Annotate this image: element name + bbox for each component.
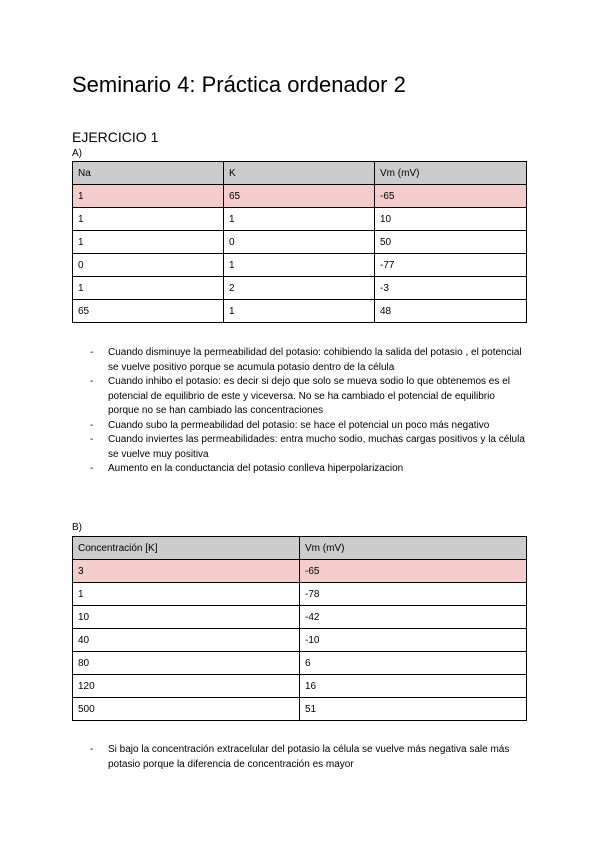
cell: 1 — [73, 277, 224, 300]
cell: 40 — [73, 629, 300, 652]
cell: 48 — [375, 300, 527, 323]
table-row — [73, 185, 527, 208]
cell: -77 — [375, 254, 527, 277]
header-k: K — [224, 162, 375, 185]
list-item: - Aumento en la conductancia del potasio conlleva hiperpolarizacion — [88, 462, 528, 477]
cell: 51 — [300, 698, 527, 721]
table-row — [73, 277, 527, 300]
table-row — [73, 254, 527, 277]
cell: 1 — [73, 208, 224, 231]
table-row — [73, 698, 527, 721]
list-item: - Cuando inviertes las permeabilidades: entra mucho sodio, muchas cargas positivos y la célula se vuelve muy positiva — [88, 433, 528, 462]
cell: 1 — [73, 231, 224, 254]
list-item: - Si bajo la concentración extracelular del potasio la célula se vuelve más negativa sale más potasio porque la diferencia de concentración es mayor — [88, 743, 528, 772]
table-a-header-row — [73, 162, 527, 185]
list-item: - Cuando disminuye la permeabilidad del potasio: cohibiendo la salida del potasio , el potencial se vuelve positivo porque se acumula potasio dentro de la célula — [88, 346, 528, 375]
cell: -65 — [300, 560, 527, 583]
cell: -3 — [375, 277, 527, 300]
cell: 50 — [375, 231, 527, 254]
cell: -65 — [375, 185, 527, 208]
table-a — [72, 161, 527, 323]
part-a-notes — [88, 346, 528, 477]
part-b-label: B) — [72, 522, 82, 533]
list-item: - Cuando subo la permeabilidad del potasio: se hace el potencial un poco más negativo — [88, 419, 528, 434]
list-item: - Cuando inhibo el potasio: es decir si dejo que solo se mueva sodio lo que obtenemos es el potencial de equilibrio de este y viceversa. No se ha cambiado el potencial de equilibrio porque no se han cambiado las concentraciones — [88, 375, 528, 419]
table-row — [73, 652, 527, 675]
cell: 65 — [224, 185, 375, 208]
table-row — [73, 208, 527, 231]
cell: 1 — [224, 300, 375, 323]
cell: 65 — [73, 300, 224, 323]
cell: 1 — [73, 583, 300, 606]
cell: 1 — [224, 254, 375, 277]
header-na: Na — [73, 162, 224, 185]
table-row — [73, 629, 527, 652]
exercise-heading: EJERCICIO 1 — [72, 129, 159, 145]
table-b-header-row — [73, 537, 527, 560]
cell: 0 — [73, 254, 224, 277]
header-vm: Vm (mV) — [300, 537, 527, 560]
cell: 10 — [375, 208, 527, 231]
cell: -78 — [300, 583, 527, 606]
table-row — [73, 675, 527, 698]
table-row — [73, 583, 527, 606]
table-row — [73, 560, 527, 583]
table-row — [73, 300, 527, 323]
table-row — [73, 231, 527, 254]
cell: 120 — [73, 675, 300, 698]
cell: 3 — [73, 560, 300, 583]
page-title: Seminario 4: Práctica ordenador 2 — [72, 72, 406, 97]
cell: 80 — [73, 652, 300, 675]
cell: 6 — [300, 652, 527, 675]
cell: 500 — [73, 698, 300, 721]
cell: -42 — [300, 606, 527, 629]
header-concentration: Concentración [K] — [73, 537, 300, 560]
table-b — [72, 536, 527, 721]
cell: 16 — [300, 675, 527, 698]
cell: 1 — [73, 185, 224, 208]
cell: 1 — [224, 208, 375, 231]
part-a-label: A) — [72, 148, 82, 159]
header-vm: Vm (mV) — [375, 162, 527, 185]
cell: -10 — [300, 629, 527, 652]
part-b-notes — [88, 743, 528, 772]
table-row — [73, 606, 527, 629]
cell: 10 — [73, 606, 300, 629]
cell: 0 — [224, 231, 375, 254]
cell: 2 — [224, 277, 375, 300]
